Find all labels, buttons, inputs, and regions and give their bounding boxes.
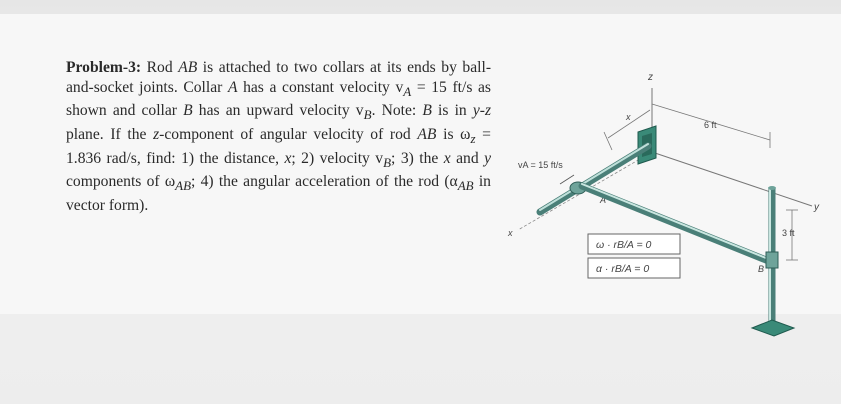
text-seg: B xyxy=(183,102,193,120)
text-seg: is in xyxy=(431,102,473,120)
text-seg: A xyxy=(227,78,238,96)
text-seg: is attached to two collars at its ends by ball-and-socket joints. Collar xyxy=(66,59,492,96)
text-seg: plane. If the xyxy=(66,126,154,143)
text-seg: x xyxy=(443,149,451,167)
guide-rod-a xyxy=(540,146,648,212)
va-label: vA = 15 ft/s xyxy=(518,160,563,170)
base-plate xyxy=(752,320,794,336)
text-seg: y xyxy=(484,149,492,167)
guide-rod-a-highlight xyxy=(540,144,648,210)
text-seg: z xyxy=(153,126,160,143)
text-seg: A xyxy=(403,83,412,99)
problem-title: Problem-3: xyxy=(66,59,142,76)
text-seg: ; 2) velocity v xyxy=(291,149,384,167)
text-seg: . Note: xyxy=(371,102,423,120)
text-seg: AB xyxy=(417,126,437,143)
text-seg: in vector form). xyxy=(66,173,491,215)
text-seg: ; 4) the angular acceleration of the rod (α xyxy=(191,173,458,191)
text-seg: = 1.836 rad/s, find: 1) the distance, xyxy=(66,126,491,167)
collar-b xyxy=(766,252,778,268)
text-seg: ; 3) the xyxy=(391,149,444,167)
z-axis-label: z xyxy=(648,72,653,83)
text-seg: B xyxy=(422,102,432,120)
text-seg: and xyxy=(450,149,485,167)
x-dim-label: x xyxy=(626,112,631,122)
text-seg: Rod xyxy=(141,59,179,76)
text-seg: B xyxy=(383,154,392,170)
text-seg: x xyxy=(284,149,292,167)
equation-1: ω · rB/A = 0 xyxy=(596,239,652,251)
guide-rod-b-top xyxy=(768,186,776,190)
x-dim-tick xyxy=(604,132,612,150)
dim-3ft-label: 3 ft xyxy=(782,228,795,238)
text-seg: is ω xyxy=(436,126,471,143)
y-axis-label: y xyxy=(814,202,819,213)
text-seg: -component of angular velocity of rod xyxy=(159,126,418,143)
text-seg: AB xyxy=(457,178,474,194)
collar-rod-figure xyxy=(500,60,841,360)
equation-2: α · rB/A = 0 xyxy=(596,263,650,275)
collar-b-label: B xyxy=(758,264,765,274)
text-seg: B xyxy=(363,107,372,123)
text-seg: has a constant velocity v xyxy=(237,78,404,96)
figure-svg xyxy=(500,60,841,360)
text-seg: y-z xyxy=(472,102,492,120)
collar-a-label: A xyxy=(600,195,607,205)
text-seg: z xyxy=(470,131,476,147)
text-seg: AB xyxy=(178,59,198,76)
text-seg: components of ω xyxy=(66,173,176,191)
y-axis-line xyxy=(652,152,812,206)
dim-6ft-label: 6 ft xyxy=(704,120,717,130)
va-arrow xyxy=(560,175,574,184)
text-seg: has an upward velocity v xyxy=(192,102,364,120)
text-seg: = 15 ft/s as shown and collar xyxy=(66,78,491,120)
text-seg: AB xyxy=(175,178,192,194)
x-axis-label: x xyxy=(508,228,513,238)
problem-statement xyxy=(66,58,491,216)
